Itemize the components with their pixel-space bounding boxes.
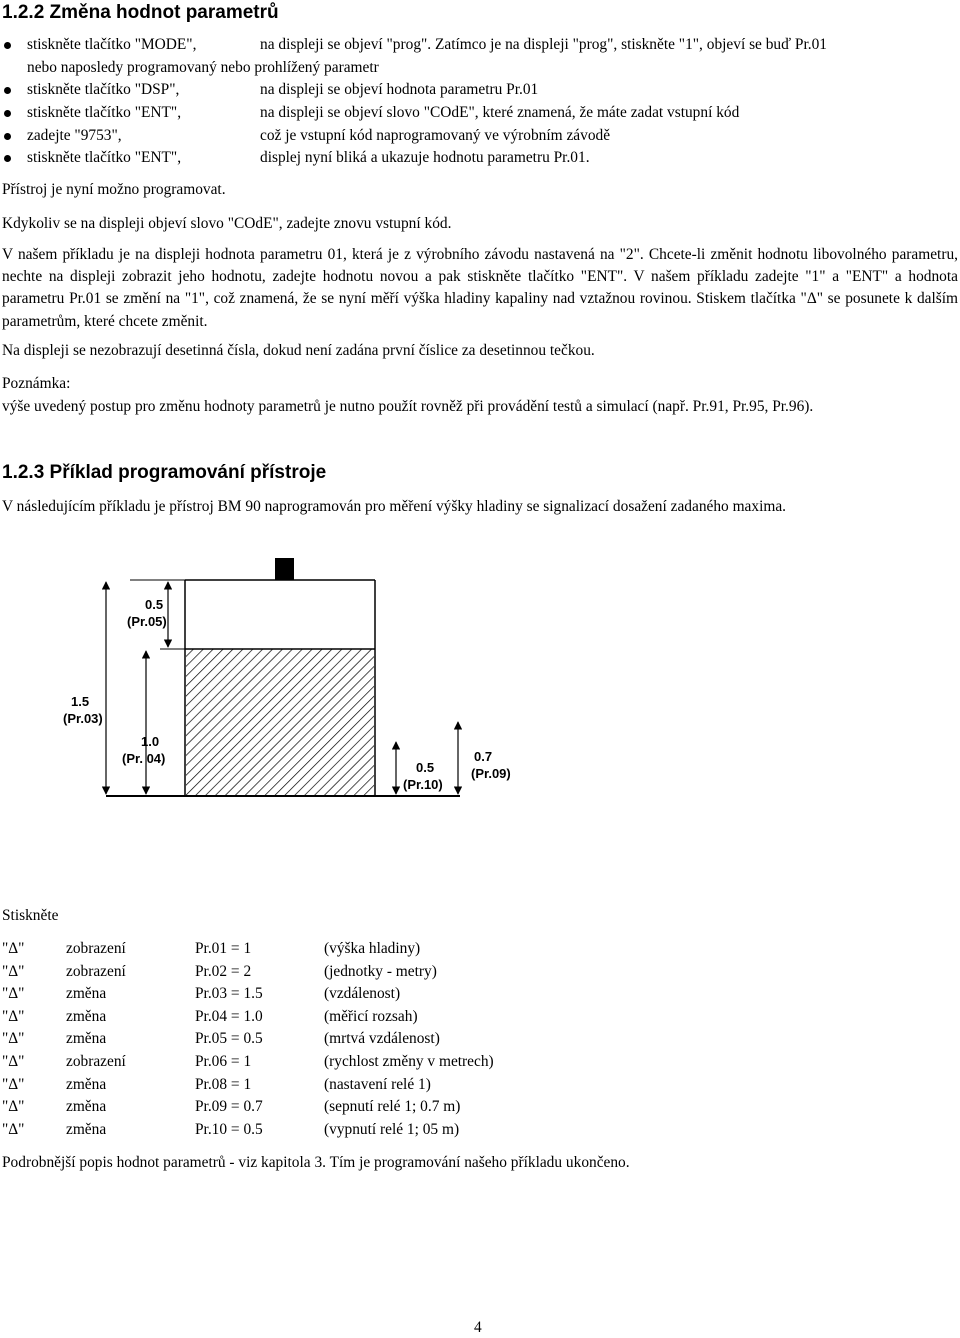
param-cell: Pr.05 = 0.5	[195, 1030, 263, 1048]
bullet-icon	[4, 110, 11, 117]
paragraph: Přístroj je nyní možno programovat.	[2, 181, 226, 198]
tank-diagram	[0, 545, 960, 815]
key-cell: "Δ"	[2, 985, 25, 1003]
section-heading-1-2-3: 1.2.3 Příklad programování přístroje	[2, 462, 327, 483]
action-cell: změna	[66, 1030, 107, 1048]
press-label: Stiskněte	[2, 907, 59, 924]
param-cell: Pr.06 = 1	[195, 1052, 252, 1070]
bullet-icon	[4, 87, 11, 94]
key-cell: "Δ"	[2, 1007, 25, 1025]
key-cell: "Δ"	[2, 1098, 25, 1116]
page-number: 4	[474, 1319, 482, 1336]
list-item-continuation: nebo naposledy programovaný nebo prohlížený parametr	[27, 58, 379, 76]
label-pr03-value: 1.5	[71, 694, 90, 709]
bullet-icon	[4, 133, 11, 140]
step-action: stiskněte tlačítko "DSP",	[27, 81, 180, 99]
paragraph: V následujícím příkladu je přístroj BM 90 naprogramován pro měření výšky hladiny se signalizací dosažení zadaného maxima.	[2, 498, 787, 515]
label-pr04-value: 1.0	[141, 734, 160, 749]
label-pr10-param: (Pr.10)	[403, 777, 443, 792]
desc-cell: (vzdálenost)	[324, 985, 401, 1003]
desc-cell: (nastavení relé 1)	[324, 1075, 431, 1093]
desc-cell: (rychlost změny v metrech)	[324, 1052, 494, 1070]
action-cell: zobrazení	[66, 1052, 126, 1070]
key-cell: "Δ"	[2, 962, 25, 980]
action-cell: změna	[66, 1007, 107, 1025]
paragraph: Na displeji se nezobrazují desetinná čísla, dokud není zadána první číslice za desetinnou tečkou.	[2, 342, 595, 359]
key-cell: "Δ"	[2, 1120, 25, 1138]
key-cell: "Δ"	[2, 1075, 25, 1093]
param-cell: Pr.04 = 1.0	[195, 1007, 263, 1025]
step-action: zadejte "9753",	[27, 126, 122, 144]
list-item	[0, 34, 958, 57]
steps-list	[0, 34, 958, 170]
step-action: stiskněte tlačítko "ENT",	[27, 149, 182, 167]
param-cell: Pr.10 = 0.5	[195, 1120, 263, 1138]
sensor-icon	[275, 558, 294, 580]
param-cell: Pr.02 = 2	[195, 962, 252, 980]
action-cell: změna	[66, 1120, 107, 1138]
footer-paragraph: Podrobnější popis hodnot parametrů - viz kapitola 3. Tím je programování našeho příkladu ukončeno.	[2, 1154, 630, 1171]
step-result: na displeji se objeví slovo "COdE", které znamená, že máte zadat vstupní kód	[260, 104, 740, 122]
step-action: stiskněte tlačítko "ENT",	[27, 104, 182, 122]
bullet-icon	[4, 42, 11, 49]
key-cell: "Δ"	[2, 1052, 25, 1070]
action-cell: změna	[66, 985, 107, 1003]
list-item	[0, 147, 958, 170]
desc-cell: (mrtvá vzdálenost)	[324, 1030, 440, 1048]
paragraph: Kdykoliv se na displeji objeví slovo "COdE", zadejte znovu vstupní kód.	[2, 215, 452, 232]
step-result: na displeji se objeví "prog". Zatímco je na displeji "prog", stiskněte "1", objeví se buď Pr.01	[260, 36, 827, 53]
param-cell: Pr.09 = 0.7	[195, 1098, 263, 1116]
label-pr09-value: 0.7	[474, 749, 493, 764]
step-result: displej nyní bliká a ukazuje hodnotu parametru Pr.01.	[260, 149, 590, 167]
label-pr04-param: (Pr. 04)	[122, 751, 166, 766]
label-pr09-param: (Pr.09)	[471, 766, 511, 781]
list-item	[0, 125, 958, 148]
desc-cell: (výška hladiny)	[324, 940, 421, 957]
label-pr03-param: (Pr.03)	[63, 711, 103, 726]
liquid-fill	[185, 649, 375, 795]
step-result: což je vstupní kód naprogramovaný ve výrobním závodě	[260, 126, 611, 144]
step-result: na displeji se objeví hodnota parametru Pr.01	[260, 81, 539, 99]
param-cell: Pr.01 = 1	[195, 940, 252, 957]
desc-cell: (vypnutí relé 1; 05 m)	[324, 1120, 460, 1138]
label-pr05-param: (Pr.05)	[127, 614, 167, 629]
action-cell: zobrazení	[66, 962, 126, 980]
list-item	[0, 79, 958, 102]
key-cell: "Δ"	[2, 1030, 25, 1048]
paragraph: V našem příkladu je na displeji hodnota parametru 01, která je z výrobního závodu nastavená na "2". Chcete-li změnit hodnotu libovolného parametru, nechte na displeji zobrazit jeho hodnotu, zadejte hodnotu novou a pak stiskněte tlačítko "ENT". V našem příkladu zadejte "1" a "ENT" a hodnota parametru Pr.01 se změní na "1", což znamená, že se nyní měří výška hladiny kapaliny nad vztažnou rovinou. Stiskem tlačítka "Δ" se posunete k dalším parametrům, které chcete změnit.	[2, 246, 958, 330]
step-action: stiskněte tlačítko "MODE",	[27, 36, 197, 53]
note-title: Poznámka:	[2, 375, 71, 392]
action-cell: změna	[66, 1098, 107, 1116]
key-cell: "Δ"	[2, 940, 25, 957]
list-item	[0, 102, 958, 125]
desc-cell: (měřicí rozsah)	[324, 1007, 418, 1025]
label-pr10-value: 0.5	[416, 760, 435, 775]
desc-cell: (sepnutí relé 1; 0.7 m)	[324, 1098, 461, 1116]
section-heading-1-2-2: 1.2.2 Změna hodnot parametrů	[2, 2, 279, 23]
note-text: výše uvedený postup pro změnu hodnoty parametrů je nutno použít rovněž při provádění testů a simulací (např. Pr.91, Pr.95, Pr.96).	[2, 398, 814, 415]
action-cell: zobrazení	[66, 940, 126, 957]
action-cell: změna	[66, 1075, 107, 1093]
desc-cell: (jednotky - metry)	[324, 962, 437, 980]
bullet-icon	[4, 155, 11, 162]
param-cell: Pr.03 = 1.5	[195, 985, 263, 1003]
label-pr05-value: 0.5	[145, 597, 164, 612]
param-cell: Pr.08 = 1	[195, 1075, 252, 1093]
